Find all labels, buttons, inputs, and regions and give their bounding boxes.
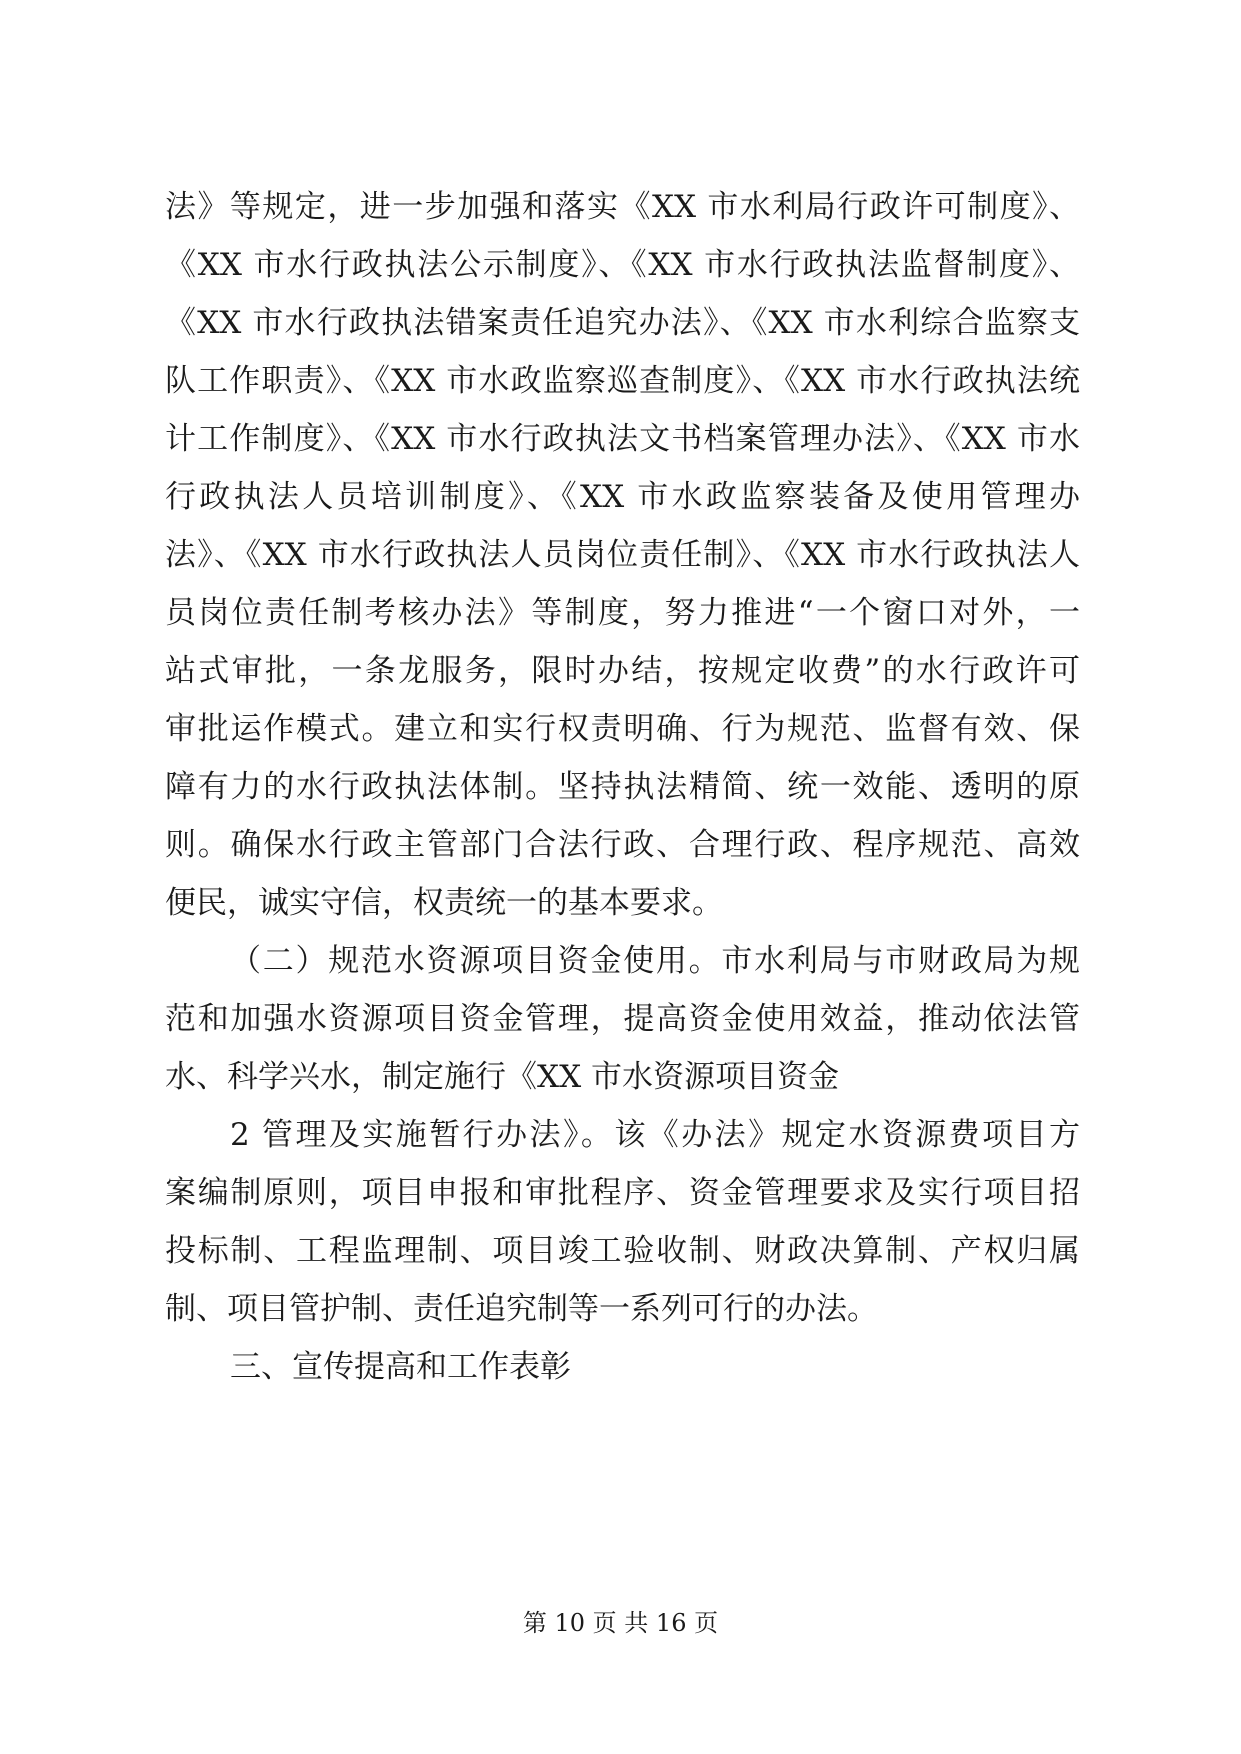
paragraph-line: 行政执法人员培训制度》、《XX 市水政监察装备及使用管理办 bbox=[165, 479, 1080, 515]
paragraph-line: 水、科学兴水，制定施行《XX 市水资源项目资金 bbox=[165, 1059, 839, 1095]
section-heading: 三、宣传提高和工作表彰 bbox=[230, 1349, 571, 1385]
paragraph-line: 《XX 市水行政执法公示制度》、《XX 市水行政执法监督制度》、 bbox=[165, 247, 1080, 283]
paragraph-line: 队工作职责》、《XX 市水政监察巡查制度》、《XX 市水行政执法统 bbox=[165, 363, 1080, 399]
page-number-footer: 第 10 页 共 16 页 bbox=[522, 1609, 719, 1637]
paragraph-line: 《XX 市水行政执法错案责任追究办法》、《XX 市水利综合监察支 bbox=[165, 305, 1080, 341]
paragraph-line: 便民，诚实守信，权责统一的基本要求。 bbox=[165, 885, 723, 921]
paragraph-line: 员岗位责任制考核办法》等制度，努力推进“一个窗口对外，一 bbox=[165, 595, 1080, 631]
paragraph-line: 2 管理及实施暂行办法》。该《办法》规定水资源费项目方 bbox=[230, 1117, 1080, 1153]
paragraph-line: 范和加强水资源项目资金管理，提高资金使用效益，推动依法管 bbox=[165, 1001, 1080, 1037]
paragraph-line: 障有力的水行政执法体制。坚持执法精简、统一效能、透明的原 bbox=[165, 769, 1080, 805]
paragraph-line: 法》、《XX 市水行政执法人员岗位责任制》、《XX 市水行政执法人 bbox=[165, 537, 1080, 573]
paragraph-line: 制、项目管护制、责任追究制等一系列可行的办法。 bbox=[165, 1291, 878, 1327]
paragraph-line: 审批运作模式。建立和实行权责明确、行为规范、监督有效、保 bbox=[165, 711, 1080, 747]
paragraph-line: 计工作制度》、《XX 市水行政执法文书档案管理办法》、《XX 市水 bbox=[165, 421, 1080, 457]
paragraph-line: 投标制、工程监理制、项目竣工验收制、财政决算制、产权归属 bbox=[165, 1233, 1080, 1269]
paragraph-line: 法》等规定，进一步加强和落实《XX 市水利局行政许可制度》、 bbox=[165, 189, 1080, 225]
paragraph-line: （二）规范水资源项目资金使用。市水利局与市财政局为规 bbox=[230, 943, 1080, 979]
paragraph-line: 站式审批，一条龙服务，限时办结，按规定收费”的水行政许可 bbox=[165, 653, 1080, 689]
paragraph-line: 案编制原则，项目申报和审批程序、资金管理要求及实行项目招 bbox=[165, 1175, 1080, 1211]
paragraph-line: 则。确保水行政主管部门合法行政、合理行政、程序规范、高效 bbox=[165, 827, 1080, 863]
